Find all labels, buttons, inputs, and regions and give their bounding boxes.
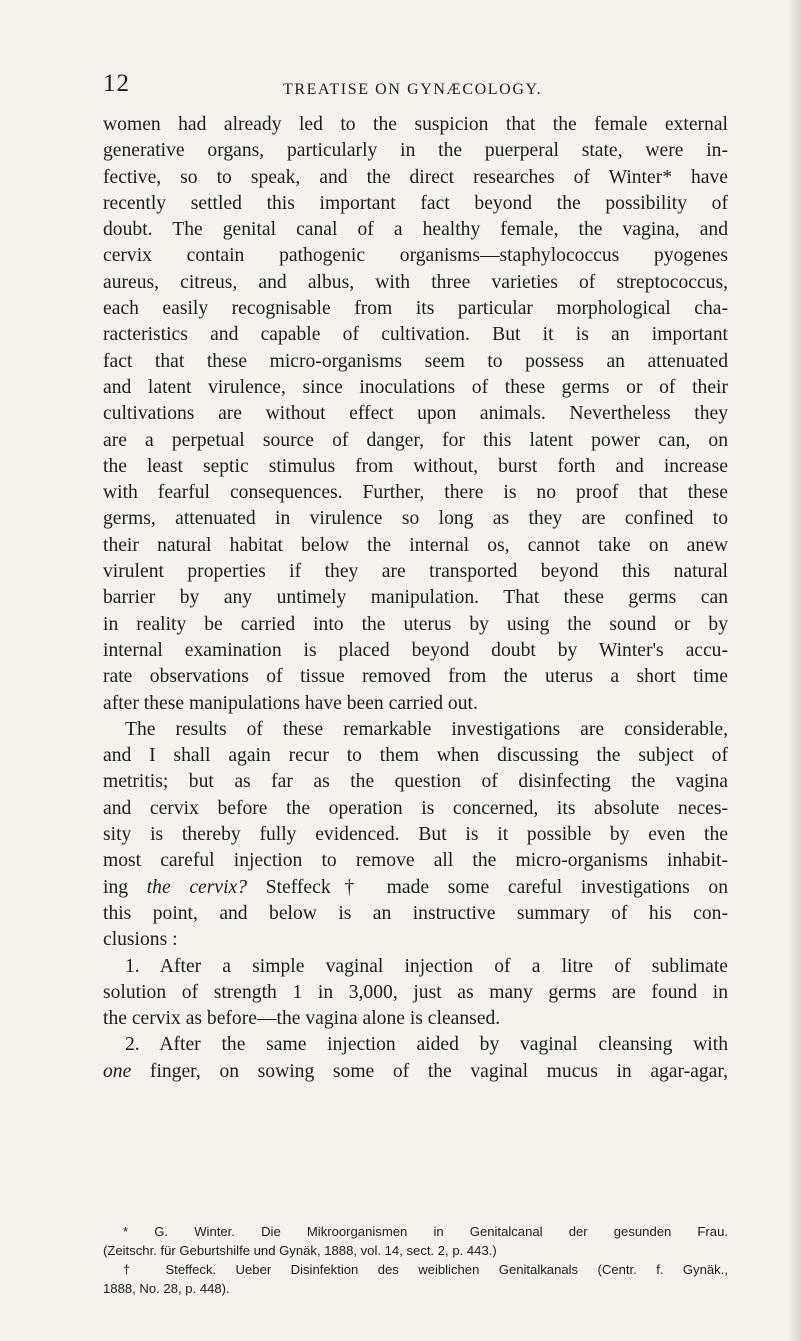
text-line: fective, so to speak, and the direct researches of Winter* have: [103, 166, 728, 188]
running-title: TREATISE ON GYNÆCOLOGY.: [283, 81, 543, 98]
text-line: cultivations are without effect upon animals. Nevertheless they: [103, 403, 728, 425]
text-line: sity is thereby fully evidenced. But is it possible by even the: [103, 824, 728, 846]
text-line: with fearful consequences. Further, there is no proof that these: [103, 482, 728, 504]
text-line: after these manipulations have been carried out.: [103, 692, 478, 714]
text-line: metritis; but as far as the question of disinfecting the vagina: [103, 771, 728, 793]
text-line: rate observations of tissue removed from the uterus a short time: [103, 666, 728, 688]
text-line: each easily recognisable from its particular morphological cha-: [103, 298, 728, 320]
text-line: internal examination is placed beyond doubt by Winter's accu-: [103, 639, 728, 661]
text-line: the cervix as before—the vagina alone is cleansed.: [103, 1008, 501, 1030]
footnote-winter: * G. Winter. Die Mikroorganismen in Genitalcanal der gesunden Frau.: [123, 1224, 728, 1239]
text-fragment: finger, on sowing some of the vaginal mucus in agar-agar,: [131, 1060, 728, 1082]
list-item-1: 1. After a simple vaginal injection of a litre of sublimate: [125, 955, 728, 977]
text-line: most careful injection to remove all the micro-organisms inhabit-: [103, 850, 728, 872]
text-line: virulent properties if they are transported beyond this natural: [103, 561, 728, 583]
text-line: The results of these remarkable investigations are considerable,: [125, 718, 728, 740]
text-line: [103, 875, 728, 901]
page-number: 12: [103, 70, 130, 97]
text-line: this point, and below is an instructive summary of his con-: [103, 902, 728, 924]
text-line: generative organs, particularly in the puerperal state, were in-: [103, 140, 728, 162]
text-fragment: ing: [103, 876, 147, 898]
text-line: fact that these micro-organisms seem to possess an attenuated: [103, 350, 728, 372]
text-line: in reality be carried into the uterus by using the sound or by: [103, 613, 728, 635]
text-line: and I shall again recur to them when discussing the subject of: [103, 745, 728, 767]
text-line: cervix contain pathogenic organisms—staphylococcus pyogenes: [103, 245, 728, 267]
text-line: barrier by any untimely manipulation. That these germs can: [103, 587, 728, 609]
text-line: recently settled this important fact beyond the possibility of: [103, 192, 728, 214]
text-line: racteristics and capable of cultivation. But it is an important: [103, 324, 728, 346]
text-line: doubt. The genital canal of a healthy female, the vagina, and: [103, 219, 728, 241]
text-line: solution of strength 1 in 3,000, just as many germs are found in: [103, 981, 728, 1003]
text-line: and latent virulence, since inoculations of these germs or of their: [103, 376, 728, 398]
text-line: aureus, citreus, and albus, with three varieties of streptococcus,: [103, 271, 728, 293]
footnote-winter-cont: (Zeitschr. für Geburtshilfe und Gynäk, 1888, vol. 14, sect. 2, p. 443.): [103, 1243, 497, 1258]
page-edge-shadow: [787, 0, 801, 1341]
italic-text: the cervix?: [146, 876, 248, 898]
text-line: their natural habitat below the internal os, cannot take on anew: [103, 534, 728, 556]
list-item-2: 2. After the same injection aided by vaginal cleansing with: [125, 1034, 728, 1056]
text-fragment: Steffeck† made some careful investigations on: [247, 876, 728, 898]
text-line: and cervix before the operation is concerned, its absolute neces-: [103, 797, 728, 819]
body-text: [103, 112, 728, 1085]
text-line: women had already led to the suspicion that the female external: [103, 114, 728, 135]
footnote-steffeck: † Steffeck. Ueber Disinfektion des weiblichen Genitalkanals (Centr. f. Gynäk.,: [123, 1262, 728, 1277]
text-line: clusions :: [103, 929, 178, 951]
italic-text: one: [103, 1060, 132, 1082]
text-line: are a perpetual source of danger, for this latent power can, on: [103, 429, 728, 451]
page-header: [103, 70, 703, 100]
footnotes: [103, 1222, 728, 1298]
footnote-steffeck-cont: 1888, No. 28, p. 448).: [103, 1281, 230, 1296]
text-line: [103, 1059, 728, 1085]
text-line: germs, attenuated in virulence so long as they are confined to: [103, 508, 728, 530]
text-line: the least septic stimulus from without, burst forth and increase: [103, 455, 728, 477]
